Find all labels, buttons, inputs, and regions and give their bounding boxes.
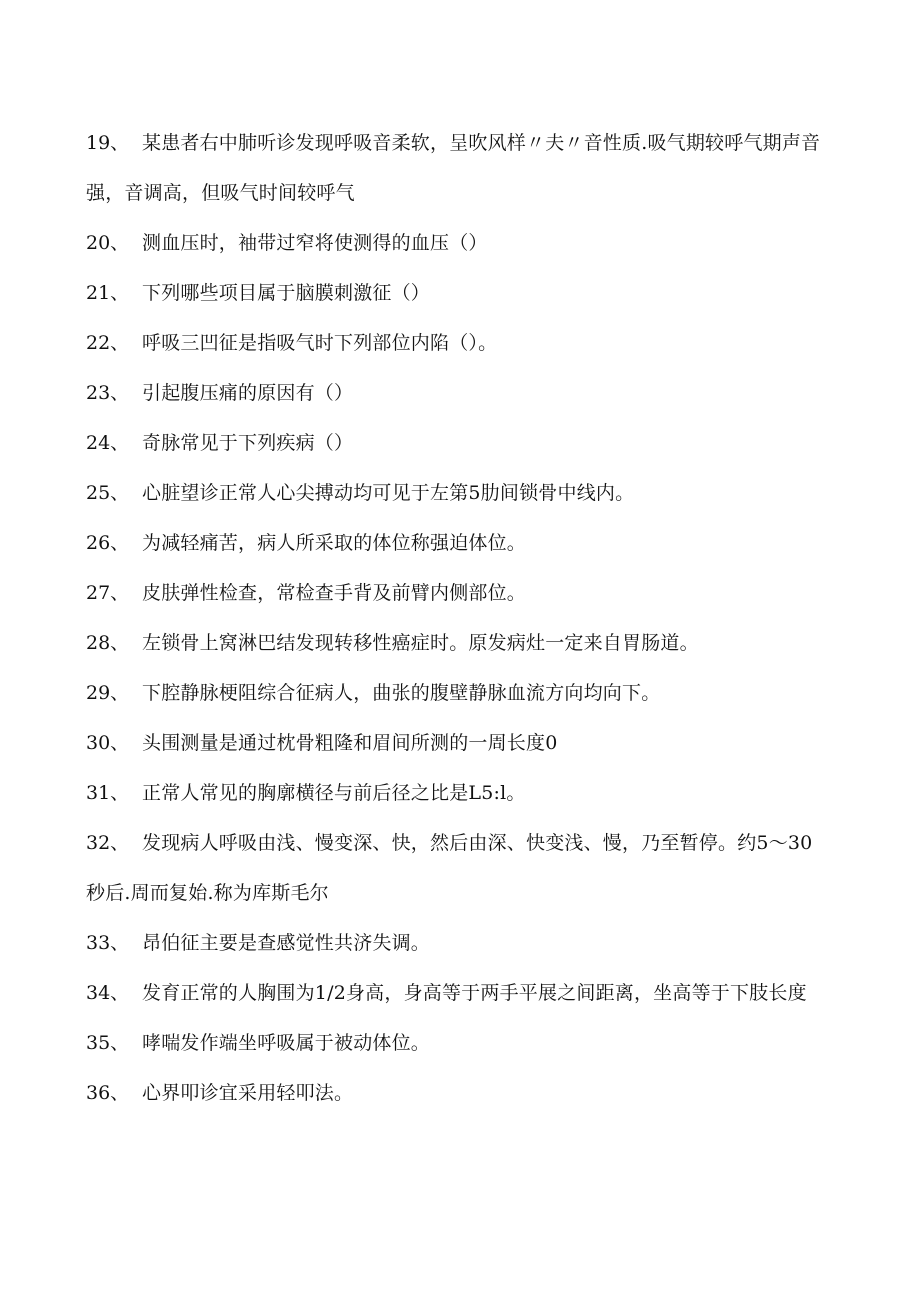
item-text: 发育正常的人胸围为1/2身高，身高等于两手平展之间距离，坐高等于下肢长度 — [142, 982, 807, 1004]
item-number: 36、 — [86, 1082, 130, 1104]
item-number: 23、 — [86, 382, 130, 404]
item-number: 33、 — [86, 932, 130, 954]
item-text: 测血压时，袖带过窄将使测得的血压（） — [142, 232, 488, 254]
list-item — [86, 718, 826, 768]
item-text: 呼吸三凹征是指吸气时下列部位内陷（）。 — [142, 332, 498, 354]
list-item — [86, 318, 826, 368]
list-item — [86, 618, 826, 668]
item-text: 正常人常见的胸廓横径与前后径之比是L5:l。 — [142, 782, 526, 804]
list-item — [86, 768, 826, 818]
item-text: 某患者右中肺听诊发现呼吸音柔软，呈吹风样〃夫〃音性质.吸气期较呼气期声音强，音调高，但吸气时间较呼气 — [86, 132, 821, 204]
list-item — [86, 268, 826, 318]
list-item — [86, 818, 826, 918]
item-text: 下列哪些项目属于脑膜刺激征（） — [142, 282, 431, 304]
item-text: 为减轻痛苦，病人所采取的体位称强迫体位。 — [142, 532, 527, 554]
item-number: 31、 — [86, 782, 130, 804]
item-number: 27、 — [86, 582, 130, 604]
list-item — [86, 118, 826, 218]
item-number: 22、 — [86, 332, 130, 354]
item-number: 35、 — [86, 1032, 130, 1054]
list-item — [86, 418, 826, 468]
item-text: 心脏望诊正常人心尖搏动均可见于左第5肋间锁骨中线内。 — [142, 482, 635, 504]
item-text: 发现病人呼吸由浅、慢变深、快，然后由深、快变浅、慢，乃至暂停。约5～30秒后.周而复始.称为库斯毛尔 — [86, 832, 813, 904]
item-number: 26、 — [86, 532, 130, 554]
item-text: 引起腹压痛的原因有（） — [142, 382, 354, 404]
list-item — [86, 918, 826, 968]
item-number: 34、 — [86, 982, 130, 1004]
item-number: 21、 — [86, 282, 130, 304]
list-item — [86, 568, 826, 618]
item-text: 奇脉常见于下列疾病（） — [142, 432, 354, 454]
list-item — [86, 468, 826, 518]
list-item — [86, 668, 826, 718]
item-text: 皮肤弹性检查，常检查手背及前臂内侧部位。 — [142, 582, 527, 604]
item-text: 头围测量是通过枕骨粗隆和眉间所测的一周长度0 — [142, 732, 558, 754]
list-item — [86, 1068, 826, 1118]
item-number: 29、 — [86, 682, 130, 704]
item-number: 20、 — [86, 232, 130, 254]
list-item — [86, 218, 826, 268]
item-number: 32、 — [86, 832, 130, 854]
item-number: 19、 — [86, 132, 130, 154]
item-text: 下腔静脉梗阻综合征病人，曲张的腹壁静脉血流方向均向下。 — [142, 682, 661, 704]
list-item — [86, 368, 826, 418]
item-number: 24、 — [86, 432, 130, 454]
item-text: 昂伯征主要是查感觉性共济失调。 — [142, 932, 431, 954]
item-number: 25、 — [86, 482, 130, 504]
item-text: 心界叩诊宜采用轻叩法。 — [142, 1082, 354, 1104]
list-item — [86, 1018, 826, 1068]
item-text: 左锁骨上窝淋巴结发现转移性癌症时。原发病灶一定来自胃肠道。 — [142, 632, 699, 654]
list-item — [86, 968, 826, 1018]
question-list — [86, 118, 826, 1118]
item-text: 哮喘发作端坐呼吸属于被动体位。 — [142, 1032, 431, 1054]
item-number: 28、 — [86, 632, 130, 654]
list-item — [86, 518, 826, 568]
item-number: 30、 — [86, 732, 130, 754]
